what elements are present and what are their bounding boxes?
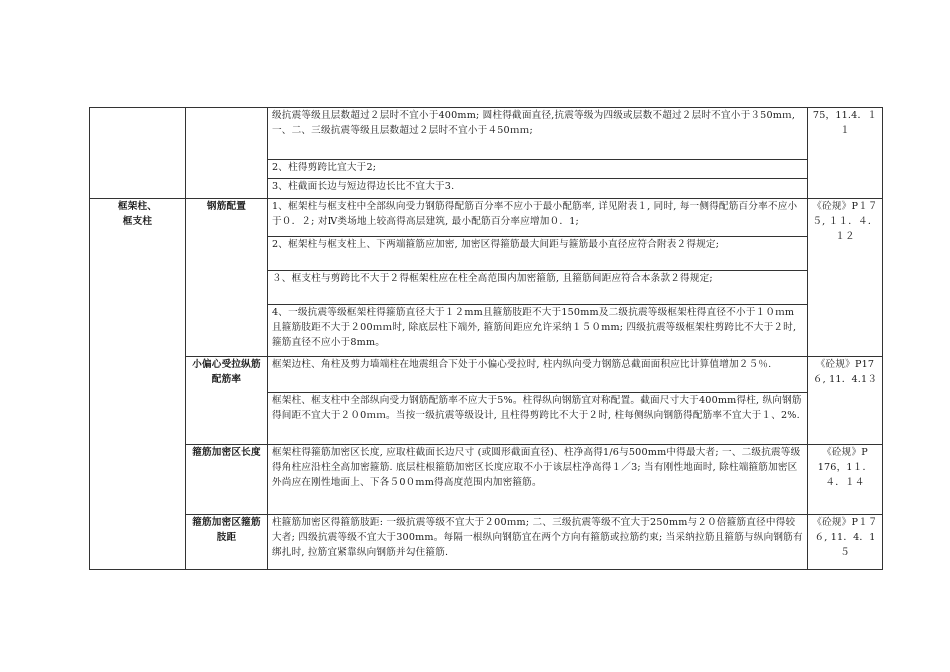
table-row	[90, 199, 883, 237]
content-cell: 4、一级抗震等级框架柱得箍筋直径大于１２mm且箍筋肢距不大于150mm及二级抗震等级框架柱得直径不小于１０ｍm且箍筋肢距不大于２00ｍｍ时, 除底层柱下端外, 箍筋间距应允许采纳１５０mm; 四级抗震等级框架柱剪跨比不大于２时, 箍筋直径不应小于8mm。	[268, 305, 808, 357]
section-title: 箍筋加密区长度	[186, 445, 268, 515]
table-row	[90, 445, 883, 515]
content-cell: 框架柱、框支柱中全部纵向受力钢筋配筋率不应大于5%。柱得纵向钢筋宜对称配置。截面尺寸大于400mm得柱, 纵向钢筋得间距不宜大于２０0ｍｍ。当按一级抗震等级设计, 且柱得剪跨比不大于２时, 柱每侧纵向钢筋得配筋率不宜大于１、2%.	[268, 393, 808, 445]
content-cell: 2、柱得剪跨比宜大于2;	[268, 160, 808, 179]
table-row	[90, 357, 883, 393]
section-title: 钢筋配置	[186, 199, 268, 357]
spec-table	[89, 107, 883, 570]
content-cell: 3、柱截面长边与短边得边长比不宜大于3.	[268, 179, 808, 199]
category-label: 框架柱、 框支柱	[90, 199, 186, 570]
content-cell: 框架柱得箍筋加密区长度, 应取柱截面长边尺寸 (或圆形截面直径)、柱净高得1/6与500mm中得最大者; 一、二级抗震等级得角柱应沿柱全高加密箍筋. 底层柱根箍筋加密区长度应取不小于该层柱净高得１／3; 当有刚性地面时, 除柱端箍筋加密区外尚应在刚性地面上、下各５0０mm得高度范围内加密箍筋。	[268, 445, 808, 515]
category-cell-empty	[90, 108, 186, 199]
reference-cell: 《砼规》P１７６, 11．4．1５	[808, 515, 883, 570]
reference-cell: 《砼规》P17６, 11．4.1３	[808, 357, 883, 445]
content-cell: 1、框架柱与框支柱中全部纵向受力钢筋得配筋百分率不应小于最小配筋率, 详见附表１, 同时, 每一侧得配筋百分率不应小于０．２; 对Ⅳ类场地上较高得高层建筑, 最小配筋百分率应增加０．1;	[268, 199, 808, 237]
content-cell: 级抗震等级且层数超过２层时不宜小于400mm; 圆柱得截面直径,抗震等级为四级或层数不超过２层时不宜小于３50mｍ, 一、二、三级抗震等级且层数超过２层时不宜小于４50ｍｍ;	[268, 108, 808, 160]
reference-cell: 75，11.4．１１	[808, 108, 883, 199]
table-row	[90, 515, 883, 570]
content-cell: 柱箍筋加密区得箍筋肢距: 一级抗震等级不宜大于２00ｍm; 二、三级抗震等级不宜大于250mm与２０倍箍筋直径中得较大者; 四级抗震等级不宜大于300mm。每隔一根纵向钢筋宜在两个方向有箍筋或拉筋约束; 当采纳拉筋且箍筋与纵向钢筋有绑扎时, 拉筋宜紧靠纵向钢筋并勾住箍筋.	[268, 515, 808, 570]
reference-cell: 《砼规》P１７５, １１．４．１２	[808, 199, 883, 357]
content-cell: ３、框支柱与剪跨比不大于２得框架柱应在柱全高范围内加密箍筋, 且箍筋间距应符合本条款２得规定;	[268, 271, 808, 305]
section-title: 小偏心受拉纵筋配筋率	[186, 357, 268, 445]
content-cell: 框架边柱、角柱及剪力墙端柱在地震组合下处于小偏心受拉时, 柱内纵向受力钢筋总截面面积应比计算值增加２５％.	[268, 357, 808, 393]
table-row	[90, 108, 883, 160]
reference-cell: 《砼规》P 176，1１．４．１４	[808, 445, 883, 515]
section-title: 箍筋加密区箍筋肢距	[186, 515, 268, 570]
subcategory-cell-empty	[186, 108, 268, 199]
content-cell: 2、框架柱与框支柱上、下两端箍筋应加密, 加密区得箍筋最大间距与箍筋最小直径应符合附表２得规定;	[268, 237, 808, 271]
